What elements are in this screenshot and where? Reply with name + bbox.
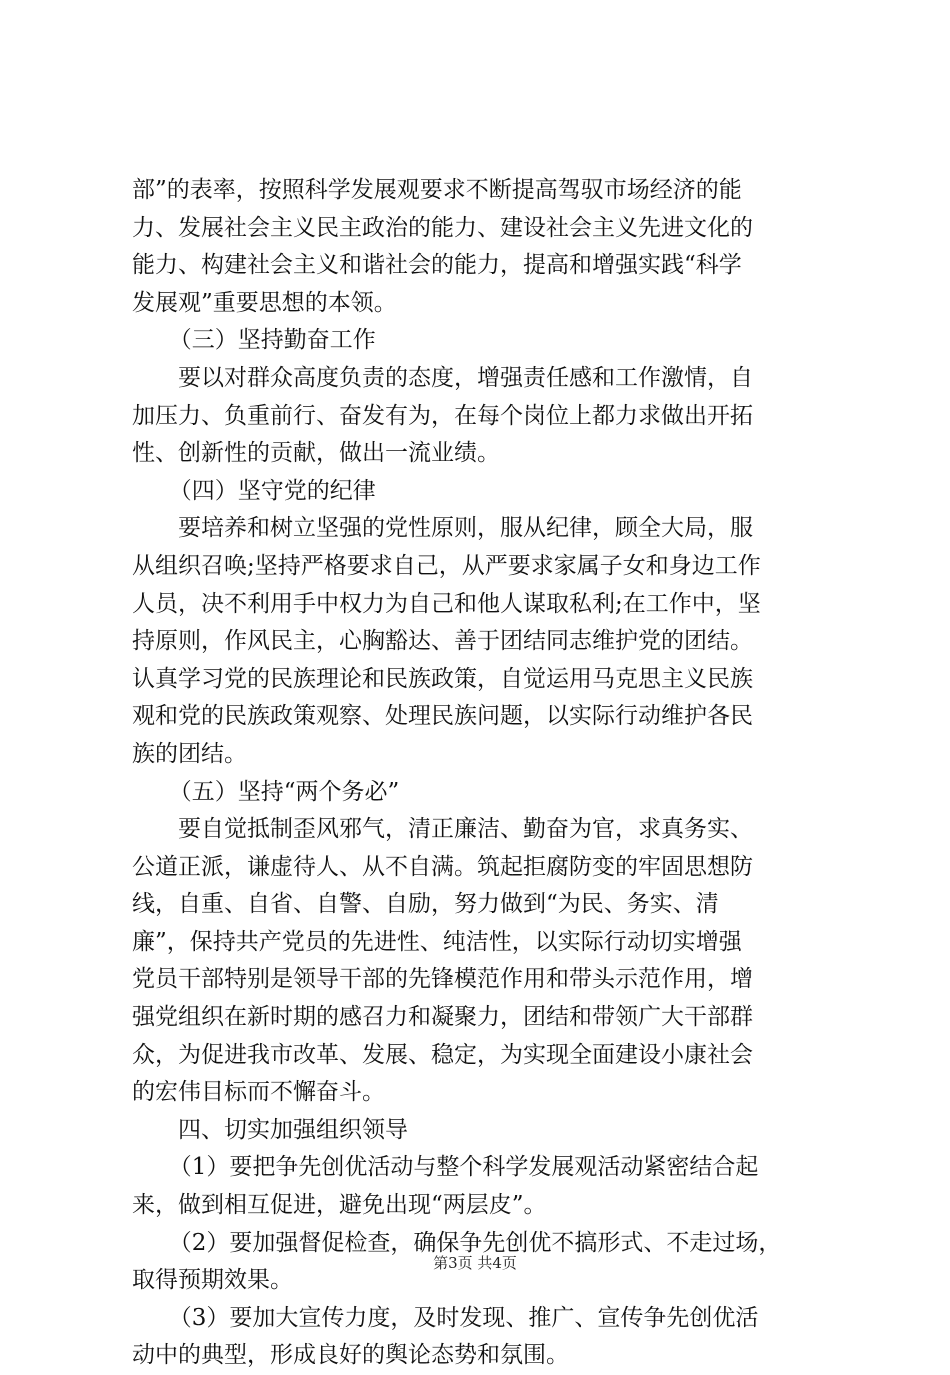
text-line: （五）坚持“两个务必” [168,778,400,805]
text-line: 动中的典型，形成良好的舆论态势和氛围。 [132,1342,569,1369]
text-line: （三）坚持勤奋工作 [168,327,376,354]
text-line: 廉”，保持共产党员的先进性、纯洁性，以实际行动切实增强 [132,928,742,955]
page-footer: 第3页 共4页 [433,1254,517,1272]
text-line: 的宏伟目标而不懈奋斗。 [132,1079,385,1106]
document-body [132,172,837,1375]
text-line: 党员干部特别是领导干部的先锋模范作用和带头示范作用，增 [132,966,753,993]
text-line: 要以对群众高度负责的态度，增强责任感和工作激情，自 [178,364,753,391]
text-line: 认真学习党的民族理论和民族政策，自觉运用马克思主义民族 [132,665,753,692]
text-line: 来，做到相互促进，避免出现“两层皮”。 [132,1192,547,1219]
text-line: 四、切实加强组织领导 [178,1116,408,1143]
text-line: （四）坚守党的纪律 [168,477,376,504]
text-line: 发展观”重要思想的本领。 [132,289,397,316]
text-line: 能力、构建社会主义和谐社会的能力，提高和增强实践“科学 [132,252,742,279]
text-line: 族的团结。 [132,740,247,767]
text-line: 要自觉抵制歪风邪气，清正廉洁、勤奋为官，求真务实、 [178,816,753,843]
text-line: 取得预期效果。 [132,1267,293,1294]
text-line: 加压力、负重前行、奋发有为，在每个岗位上都力求做出开拓 [132,402,753,429]
text-line: 观和党的民族政策观察、处理民族问题，以实际行动维护各民 [132,703,753,730]
text-line: 持原则，作风民主，心胸豁达、善于团结同志维护党的团结。 [132,628,753,655]
text-line: 部”的表率，按照科学发展观要求不断提高驾驭市场经济的能 [132,177,742,203]
text-line: 要培养和树立坚强的党性原则，服从纪律，顾全大局，服 [178,515,753,542]
text-line: （1）要把争先创优活动与整个科学发展观活动紧密结合起 [168,1154,759,1181]
text-line: 众，为促进我市改革、发展、稳定，为实现全面建设小康社会 [132,1041,753,1068]
text-line: 性、创新性的贡献，做出一流业绩。 [132,440,500,467]
text-line: 人员，决不利用手中权力为自己和他人谋取私利;在工作中，坚 [132,590,761,617]
text-line: （3）要加大宣传力度，及时发现、推广、宣传争先创优活 [168,1304,759,1331]
text-line: 公道正派，谦虚待人、从不自满。筑起拒腐防变的牢固思想防 [132,853,753,880]
text-line: （2）要加强督促检查，确保争先创优不搞形式、不走过场， [168,1229,782,1256]
text-line: 力、发展社会主义民主政治的能力、建设社会主义先进文化的 [132,214,753,241]
text-line: 从组织召唤;坚持严格要求自己，从严要求家属子女和身边工作 [132,552,761,579]
text-line: 线，自重、自省、自警、自励，努力做到“为民、务实、清 [132,891,719,918]
text-line: 强党组织在新时期的感召力和凝聚力，团结和带领广大干部群 [132,1004,753,1031]
